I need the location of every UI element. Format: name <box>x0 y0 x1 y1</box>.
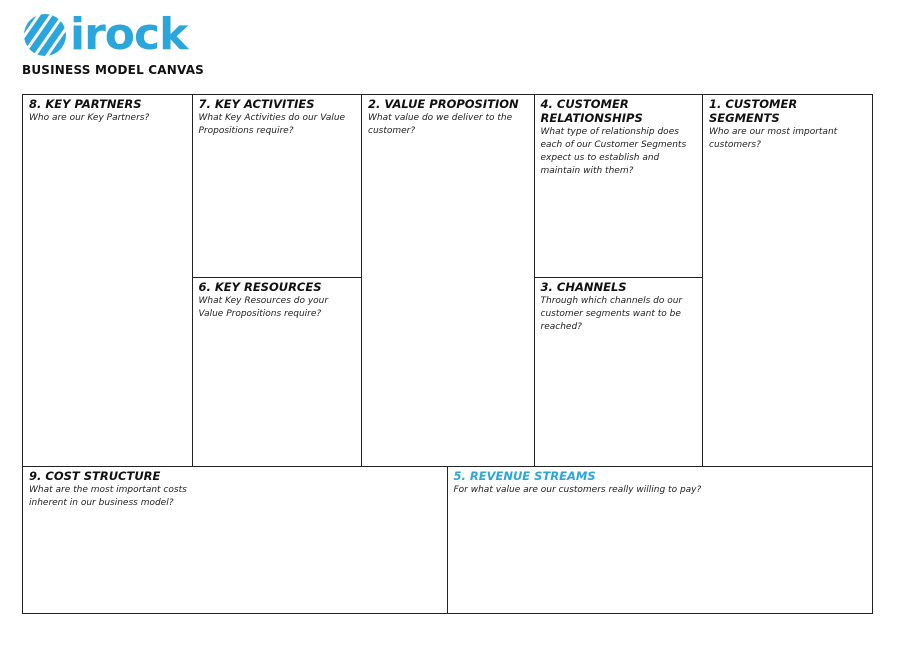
block-question: Who are our Key Partners? <box>29 113 150 123</box>
block-customer-relationships[interactable] <box>534 94 704 278</box>
block-title: 8. KEY PARTNERS <box>29 97 142 111</box>
irock-logo-icon <box>22 12 68 58</box>
block-customer-segments[interactable] <box>702 94 873 467</box>
block-title: 2. VALUE PROPOSITION <box>368 97 519 111</box>
block-question: Through which channels do our customer segments want to be reached? <box>540 295 683 332</box>
block-title: 4. CUSTOMER RELATIONSHIPS <box>540 97 643 125</box>
block-question: What value do we deliver to the customer? <box>368 113 513 136</box>
block-question: What Key Resources do your Value Propositions require? <box>198 295 329 319</box>
block-title: 6. KEY RESOURCES <box>198 279 322 294</box>
page-title: BUSINESS MODEL CANVAS <box>22 63 205 77</box>
block-revenue-streams[interactable] <box>447 466 874 615</box>
block-key-resources[interactable] <box>192 277 363 468</box>
block-title: 7. KEY ACTIVITIES <box>198 97 315 111</box>
business-model-canvas <box>22 94 873 614</box>
brand-name: irock <box>70 9 188 60</box>
block-value-proposition[interactable] <box>361 94 535 467</box>
block-title: 3. CHANNELS <box>540 279 627 294</box>
block-question: What type of relationship does each of our Customer Segments expect us to establish and maintain with them? <box>540 127 687 176</box>
block-question: Who are our most important customers? <box>709 127 838 150</box>
block-key-partners[interactable] <box>22 94 193 467</box>
block-cost-structure[interactable] <box>22 466 448 615</box>
block-title: 5. REVENUE STREAMS <box>453 468 596 483</box>
block-question: For what value are our customers really willing to pay? <box>453 484 702 495</box>
brand-logo <box>22 10 187 60</box>
block-title: 9. COST STRUCTURE <box>29 468 161 483</box>
block-key-activities[interactable] <box>192 94 363 278</box>
block-question: What are the most important costs inherent in our business model? <box>29 484 187 508</box>
block-channels[interactable] <box>534 277 704 468</box>
block-question: What Key Activities do our Value Propositions require? <box>198 113 346 136</box>
block-title: 1. CUSTOMER SEGMENTS <box>709 97 798 125</box>
